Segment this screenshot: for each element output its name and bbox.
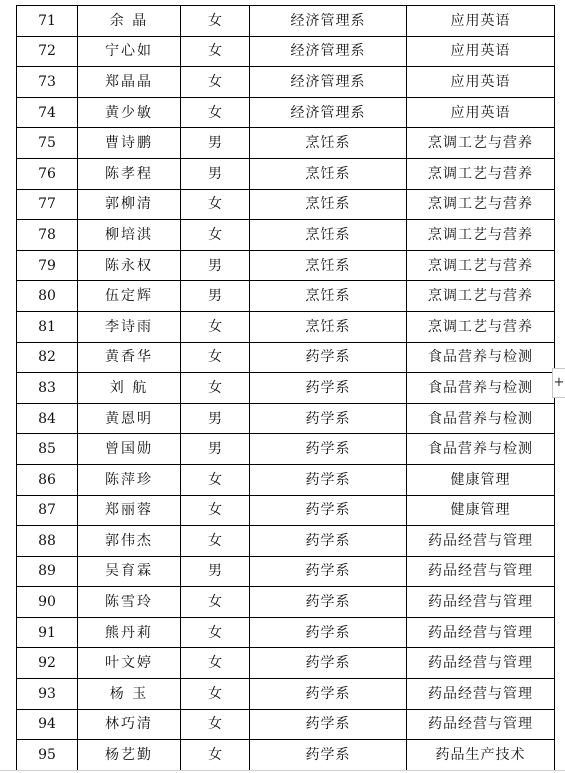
cell-major: 药品经营与管理: [407, 648, 555, 679]
cell-student-name: 柳培淇: [78, 220, 181, 251]
cell-department: 经济管理系: [250, 36, 407, 67]
cell-major: 药品经营与管理: [407, 556, 555, 587]
cell-student-name: 杨 玉: [78, 679, 181, 710]
cell-gender: 女: [181, 526, 250, 557]
table-row: [17, 617, 555, 648]
cell-department: 药学系: [250, 526, 407, 557]
cell-major: 健康管理: [407, 495, 555, 526]
cell-serial-number: 92: [17, 648, 78, 679]
cell-gender: 男: [181, 281, 250, 312]
cell-student-name: 陈雪玲: [78, 587, 181, 618]
table-row: [17, 311, 555, 342]
table-row: [17, 373, 555, 404]
cell-gender: 女: [181, 587, 250, 618]
cell-student-name: 余 晶: [78, 6, 181, 37]
cell-major: 药品经营与管理: [407, 587, 555, 618]
cell-department: 药学系: [250, 464, 407, 495]
cell-department: 药学系: [250, 679, 407, 710]
cell-major: 药品经营与管理: [407, 709, 555, 740]
cell-serial-number: 80: [17, 281, 78, 312]
cell-major: 烹调工艺与营养: [407, 250, 555, 281]
table-row: [17, 97, 555, 128]
cell-department: 药学系: [250, 556, 407, 587]
cell-department: 烹饪系: [250, 250, 407, 281]
cell-student-name: 郭柳清: [78, 189, 181, 220]
cell-serial-number: 73: [17, 67, 78, 98]
cell-department: 药学系: [250, 495, 407, 526]
cell-student-name: 郑晶晶: [78, 67, 181, 98]
cell-major: 烹调工艺与营养: [407, 189, 555, 220]
page-bottom-divider: [0, 770, 565, 771]
cell-serial-number: 76: [17, 158, 78, 189]
table-row: [17, 464, 555, 495]
cell-serial-number: 75: [17, 128, 78, 159]
cell-serial-number: 71: [17, 6, 78, 37]
table-row: [17, 250, 555, 281]
cell-major: 药品生产技术: [407, 740, 555, 771]
cell-department: 药学系: [250, 617, 407, 648]
cell-serial-number: 74: [17, 97, 78, 128]
cell-student-name: 陈孝程: [78, 158, 181, 189]
cell-major: 应用英语: [407, 97, 555, 128]
cell-major: 烹调工艺与营养: [407, 220, 555, 251]
cell-student-name: 黄少敏: [78, 97, 181, 128]
cell-gender: 女: [181, 342, 250, 373]
cell-major: 烹调工艺与营养: [407, 281, 555, 312]
roster-table-body: [17, 6, 555, 771]
cell-major: 药品经营与管理: [407, 526, 555, 557]
cell-student-name: 刘 航: [78, 373, 181, 404]
table-row: [17, 434, 555, 465]
table-row: [17, 128, 555, 159]
cell-serial-number: 84: [17, 403, 78, 434]
cell-serial-number: 72: [17, 36, 78, 67]
table-row: [17, 342, 555, 373]
cell-student-name: 宁心如: [78, 36, 181, 67]
cell-serial-number: 89: [17, 556, 78, 587]
cell-gender: 男: [181, 403, 250, 434]
cell-department: 烹饪系: [250, 189, 407, 220]
cell-student-name: 叶文婷: [78, 648, 181, 679]
table-row: [17, 158, 555, 189]
cell-gender: 女: [181, 373, 250, 404]
cell-student-name: 郭伟杰: [78, 526, 181, 557]
cell-major: 食品营养与检测: [407, 342, 555, 373]
table-row: [17, 587, 555, 618]
cell-gender: 女: [181, 709, 250, 740]
cell-student-name: 陈萍珍: [78, 464, 181, 495]
cell-gender: 女: [181, 464, 250, 495]
table-row: [17, 403, 555, 434]
cell-department: 药学系: [250, 434, 407, 465]
cell-major: 烹调工艺与营养: [407, 158, 555, 189]
cell-department: 药学系: [250, 373, 407, 404]
cell-department: 药学系: [250, 740, 407, 771]
cell-student-name: 熊丹莉: [78, 617, 181, 648]
cell-gender: 女: [181, 36, 250, 67]
cell-gender: 女: [181, 311, 250, 342]
cell-student-name: 杨艺勤: [78, 740, 181, 771]
cell-gender: 女: [181, 6, 250, 37]
cell-student-name: 曹诗鹏: [78, 128, 181, 159]
cell-gender: 男: [181, 434, 250, 465]
table-row: [17, 648, 555, 679]
cell-department: 药学系: [250, 587, 407, 618]
table-row: [17, 740, 555, 771]
cell-serial-number: 81: [17, 311, 78, 342]
cell-gender: 男: [181, 556, 250, 587]
cell-major: 食品营养与检测: [407, 434, 555, 465]
cell-gender: 男: [181, 128, 250, 159]
expand-plus-icon[interactable]: +: [552, 368, 565, 398]
table-row: [17, 220, 555, 251]
cell-department: 药学系: [250, 342, 407, 373]
cell-gender: 女: [181, 740, 250, 771]
cell-major: 烹调工艺与营养: [407, 311, 555, 342]
cell-serial-number: 93: [17, 679, 78, 710]
table-row: [17, 495, 555, 526]
cell-student-name: 黄恩明: [78, 403, 181, 434]
table-row: [17, 556, 555, 587]
cell-student-name: 郑丽蓉: [78, 495, 181, 526]
table-row: [17, 36, 555, 67]
cell-serial-number: 91: [17, 617, 78, 648]
cell-serial-number: 94: [17, 709, 78, 740]
cell-department: 药学系: [250, 403, 407, 434]
cell-serial-number: 88: [17, 526, 78, 557]
cell-gender: 女: [181, 495, 250, 526]
cell-gender: 女: [181, 220, 250, 251]
cell-serial-number: 77: [17, 189, 78, 220]
cell-gender: 男: [181, 250, 250, 281]
cell-major: 食品营养与检测: [407, 373, 555, 404]
table-row: [17, 526, 555, 557]
cell-gender: 男: [181, 158, 250, 189]
cell-department: 烹饪系: [250, 311, 407, 342]
cell-department: 经济管理系: [250, 67, 407, 98]
cell-department: 药学系: [250, 648, 407, 679]
cell-major: 食品营养与检测: [407, 403, 555, 434]
cell-serial-number: 87: [17, 495, 78, 526]
cell-department: 经济管理系: [250, 6, 407, 37]
cell-serial-number: 79: [17, 250, 78, 281]
cell-gender: 女: [181, 648, 250, 679]
cell-student-name: 林巧清: [78, 709, 181, 740]
cell-serial-number: 95: [17, 740, 78, 771]
cell-department: 烹饪系: [250, 128, 407, 159]
cell-department: 烹饪系: [250, 220, 407, 251]
table-row: [17, 67, 555, 98]
cell-major: 应用英语: [407, 6, 555, 37]
table-row: [17, 6, 555, 37]
cell-department: 药学系: [250, 709, 407, 740]
cell-gender: 女: [181, 67, 250, 98]
cell-department: 烹饪系: [250, 158, 407, 189]
cell-student-name: 陈永权: [78, 250, 181, 281]
cell-gender: 女: [181, 679, 250, 710]
cell-serial-number: 85: [17, 434, 78, 465]
cell-serial-number: 90: [17, 587, 78, 618]
table-row: [17, 189, 555, 220]
cell-gender: 女: [181, 97, 250, 128]
table-row: [17, 281, 555, 312]
cell-department: 经济管理系: [250, 97, 407, 128]
cell-major: 药品经营与管理: [407, 617, 555, 648]
cell-gender: 女: [181, 189, 250, 220]
table-row: [17, 679, 555, 710]
cell-major: 烹调工艺与营养: [407, 128, 555, 159]
cell-major: 健康管理: [407, 464, 555, 495]
cell-serial-number: 83: [17, 373, 78, 404]
cell-student-name: 李诗雨: [78, 311, 181, 342]
cell-major: 药品经营与管理: [407, 679, 555, 710]
cell-gender: 女: [181, 617, 250, 648]
cell-student-name: 曾国勋: [78, 434, 181, 465]
cell-major: 应用英语: [407, 36, 555, 67]
cell-student-name: 伍定辉: [78, 281, 181, 312]
cell-major: 应用英语: [407, 67, 555, 98]
cell-serial-number: 82: [17, 342, 78, 373]
cell-student-name: 黄香华: [78, 342, 181, 373]
cell-department: 烹饪系: [250, 281, 407, 312]
cell-student-name: 吴育霖: [78, 556, 181, 587]
table-row: [17, 709, 555, 740]
student-roster-table: [16, 5, 555, 771]
cell-serial-number: 78: [17, 220, 78, 251]
cell-serial-number: 86: [17, 464, 78, 495]
